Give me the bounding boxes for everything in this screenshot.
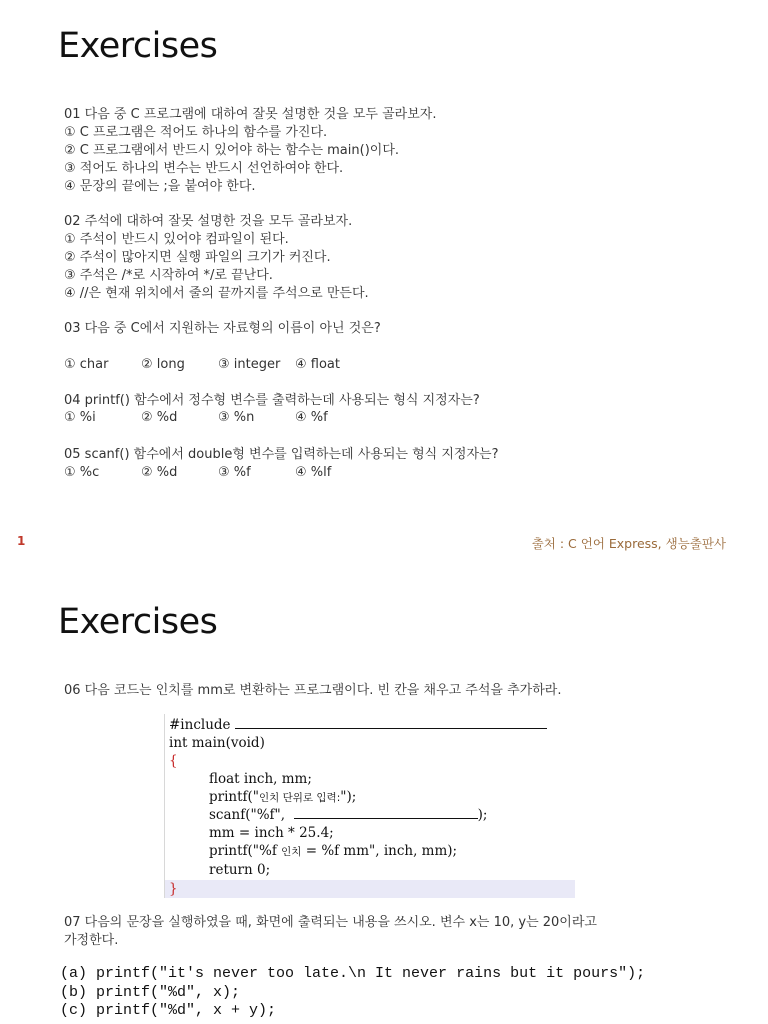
code-line: return 0; — [209, 862, 271, 878]
code-text: printf("%f — [209, 843, 282, 859]
slide-title: Exercises — [58, 26, 218, 66]
question-text: 02 주석에 대하여 잘못 설명한 것을 모두 골라보자. — [64, 214, 353, 229]
question-text: 07 다음의 문장을 실행하였을 때, 화면에 출력되는 내용을 쓰시오. 변수 x는 10, y는 20이라고 — [64, 915, 597, 930]
code-line: { — [169, 753, 178, 769]
code-text: 인치 단위로 입력: — [259, 792, 341, 804]
option: ① %c — [64, 465, 100, 480]
option: ③ 주석은 /*로 시작하여 */로 끝난다. — [64, 268, 273, 283]
fill-in-blank[interactable] — [235, 716, 547, 729]
source-credit: 출처 : C 언어 Express, 생능출판사 — [531, 536, 726, 551]
question-6 — [64, 682, 561, 700]
option: ③ integer — [218, 357, 281, 372]
option: ④ %lf — [295, 465, 332, 480]
option: ③ 적어도 하나의 변수는 반드시 선언하여야 한다. — [64, 161, 344, 176]
code-block — [164, 714, 575, 898]
question-7 — [64, 914, 597, 950]
code-line: } — [169, 881, 178, 897]
question-3-options — [64, 357, 340, 372]
question-text: 01 다음 중 C 프로그램에 대하여 잘못 설명한 것을 모두 골라보자. — [64, 107, 437, 122]
question-1 — [64, 106, 436, 196]
option: ④ 문장의 끝에는 ;을 붙여야 한다. — [64, 179, 256, 194]
code-line: (c) printf("%d", x + y); — [60, 1002, 277, 1019]
option: ④ %f — [295, 410, 328, 425]
option: ④ float — [295, 357, 340, 372]
option: ① %i — [64, 410, 96, 425]
question-text: 03 다음 중 C에서 지원하는 자료형의 이름이 아닌 것은? — [64, 321, 381, 336]
option: ③ %f — [218, 465, 251, 480]
question-5-options — [64, 465, 331, 480]
question-text: 가정한다. — [64, 933, 119, 948]
code-line — [169, 716, 547, 734]
code-block — [60, 965, 645, 1021]
option: ④ //은 현재 위치에서 줄의 끝까지를 주석으로 만든다. — [64, 286, 369, 301]
code-line — [209, 806, 487, 824]
code-line — [209, 842, 457, 861]
code-line: (a) printf("it's never too late.\n It never rains but it pours"); — [60, 965, 646, 982]
code-text: ); — [477, 807, 488, 823]
code-line: mm = inch * 25.4; — [209, 825, 334, 841]
fill-in-blank[interactable] — [294, 806, 478, 819]
option: ① C 프로그램은 적어도 하나의 함수를 가진다. — [64, 125, 328, 140]
question-text: 05 scanf() 함수에서 double형 변수를 입력하는데 사용되는 형식 지정자는? — [64, 447, 499, 462]
question-4-options — [64, 410, 328, 425]
question-text: 06 다음 코드는 인치를 mm로 변환하는 프로그램이다. 빈 칸을 채우고 주석을 추가하라. — [64, 683, 562, 698]
code-text: 인치 — [281, 846, 302, 858]
page-number: 1 — [17, 534, 26, 548]
option: ② 주석이 많아지면 실행 파일의 크기가 커진다. — [64, 250, 331, 265]
code-text: "); — [340, 789, 357, 805]
option: ② %d — [141, 410, 178, 425]
code-text: scanf("%f", — [209, 807, 286, 823]
question-text: 04 printf() 함수에서 정수형 변수를 출력하는데 사용되는 형식 지정자는? — [64, 393, 480, 408]
highlighted-line — [165, 880, 575, 898]
option: ② long — [141, 357, 185, 372]
question-5 — [64, 446, 499, 464]
code-text: = %f mm", inch, mm); — [301, 843, 458, 859]
question-3 — [64, 320, 381, 338]
code-text: #include — [169, 717, 231, 733]
option: ③ %n — [218, 410, 255, 425]
code-line: int main(void) — [169, 735, 265, 751]
option: ① 주석이 반드시 있어야 컴파일이 된다. — [64, 232, 289, 247]
slide-title: Exercises — [58, 602, 218, 642]
code-line: (b) printf("%d", x); — [60, 983, 241, 1001]
option: ② %d — [141, 465, 178, 480]
option: ② C 프로그램에서 반드시 있어야 하는 함수는 main()이다. — [64, 143, 400, 158]
code-text: printf(" — [209, 789, 260, 805]
option: ① char — [64, 357, 109, 372]
question-4 — [64, 392, 480, 410]
code-line: float inch, mm; — [209, 771, 312, 787]
question-2 — [64, 213, 369, 303]
code-line — [209, 788, 356, 807]
